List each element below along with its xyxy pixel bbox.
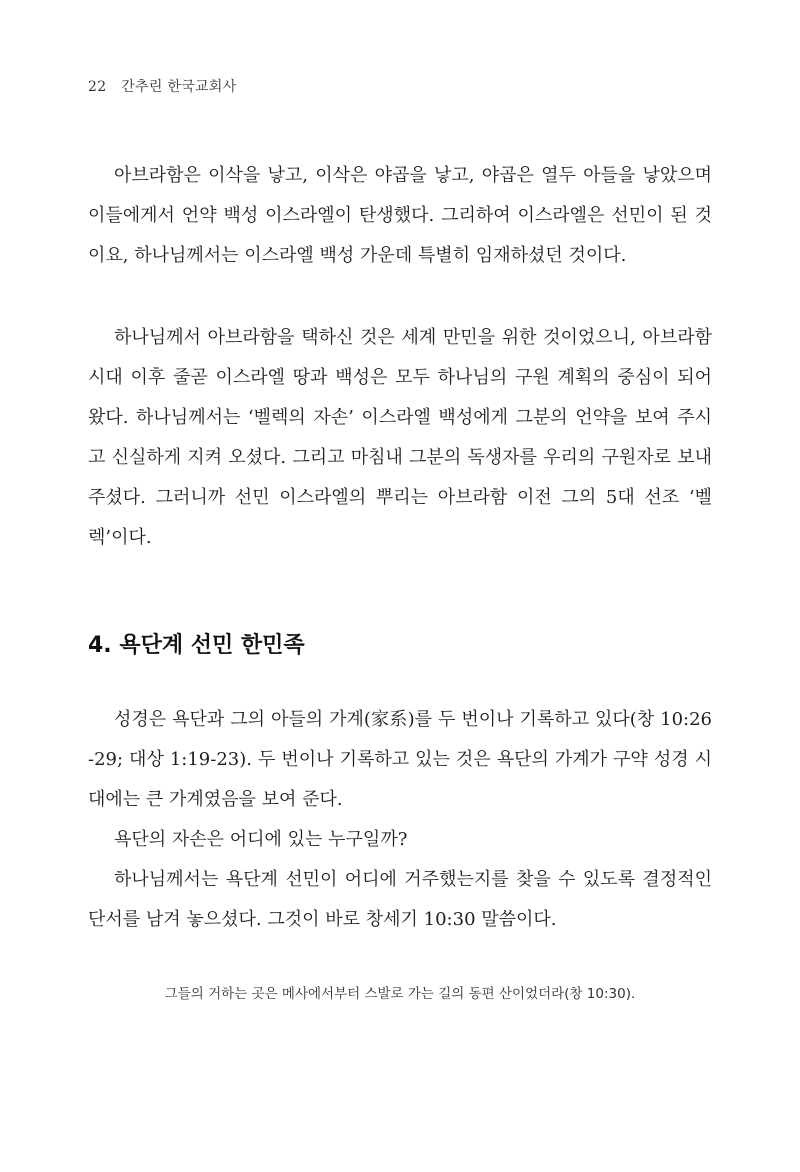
section-heading: 4. 욕단계 선민 한민족 [88, 633, 305, 658]
running-header [88, 76, 237, 96]
body-paragraph-abraham-lineage: 아브라함은 이삭을 낳고, 이삭은 야곱을 낳고, 야곱은 열두 아들을 낳았으며 이들에게서 언약 백성 이스라엘이 탄생했다. 그리하여 이스라엘은 선민이 된 것이요, 하나님께서는 이스라엘 백성 가운데 특별히 임재하셨던 것이다. [88, 165, 712, 266]
body-paragraph-joktan-genealogy: 성경은 욕단과 그의 아들의 가계(家系)를 두 번이나 기록하고 있다(창 10:26-29; 대상 1:19-23). 두 번이나 기록하고 있는 것은 욕단의 가계가 구약 성경 시대에는 큰 가계였음을 보여 준다. [88, 709, 712, 810]
book-title: 간추린 한국교회사 [121, 79, 237, 95]
body-paragraph-peleg-root: 하나님께서 아브라함을 택하신 것은 세계 만민을 위한 것이었으니, 아브라함 시대 이후 줄곧 이스라엘 땅과 백성은 모두 하나님의 구원 계획의 중심이 되어 왔다. 하나님께서는 ‘벨렉의 자손’ 이스라엘 백성에게 그분의 언약을 보여 주시고 신실하게 지켜 오셨다. 그리고 마침내 그분의 독생자를 우리의 구원자로 보내 주셨다. 그러니까 선민 이스라엘의 뿌리는 아브라함 이전 그의 5대 선조 ‘벨렉’이다. [88, 327, 712, 548]
body-paragraph-clue: 하나님께서는 욕단계 선민이 어디에 거주했는지를 찾을 수 있도록 결정적인 단서를 남겨 놓으셨다. 그것이 바로 창세기 10:30 말씀이다. [88, 869, 712, 930]
scripture-quote: 그들의 거하는 곳은 메사에서부터 스발로 가는 길의 동편 산이었더라(창 10:30). [164, 986, 636, 1002]
body-paragraph-question: 욕단의 자손은 어디에 있는 누구일까? [114, 829, 408, 850]
page-number: 22 [88, 79, 107, 95]
